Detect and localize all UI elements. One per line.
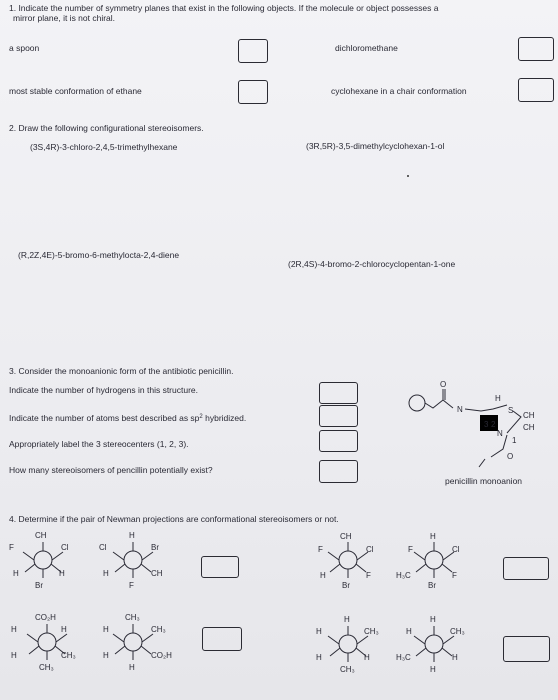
answer-box-stereocenters[interactable]	[319, 430, 358, 452]
svg-text:H₃C: H₃C	[396, 653, 411, 662]
svg-text:Cl: Cl	[61, 543, 69, 552]
svg-text:3: 3	[484, 420, 489, 429]
svg-text:H: H	[406, 627, 412, 636]
svg-text:H: H	[316, 627, 322, 636]
svg-text:H: H	[129, 663, 135, 672]
q3-line1: 3. Consider the monoanionic form of the antibiotic penicillin.	[9, 366, 234, 376]
newman-pair-1	[5, 528, 195, 592]
svg-text:Br: Br	[342, 581, 350, 590]
svg-text:CH: CH	[523, 411, 535, 420]
q2-item-1: (3S,4R)-3-chloro-2,4,5-trimethylhexane	[30, 142, 178, 152]
svg-text:H: H	[61, 625, 67, 634]
q3-line5: How many stereoisomers of pencillin potentially exist?	[9, 465, 213, 475]
svg-text:H: H	[495, 394, 501, 403]
q1-item-dichloromethane: dichloromethane	[335, 43, 398, 53]
svg-text:CH₃: CH₃	[151, 625, 166, 634]
answer-box-newman-3[interactable]	[202, 627, 242, 651]
svg-text:H: H	[129, 531, 135, 540]
q1-item-ethane: most stable conformation of ethane	[9, 86, 142, 96]
svg-text:CO₂H: CO₂H	[35, 613, 56, 622]
answer-box-newman-4[interactable]	[503, 636, 550, 662]
svg-text:H: H	[320, 571, 326, 580]
penicillin-caption: penicillin monoanion	[445, 476, 523, 486]
answer-box-spoon[interactable]	[238, 39, 268, 63]
svg-text:2: 2	[491, 420, 496, 429]
q2-prompt: 2. Draw the following configurational stereoisomers.	[9, 123, 204, 133]
svg-text:H: H	[430, 615, 436, 624]
svg-text:F: F	[318, 545, 323, 554]
svg-text:F: F	[452, 571, 457, 580]
svg-text:N: N	[457, 405, 463, 414]
svg-text:1: 1	[512, 436, 517, 445]
svg-text:H: H	[430, 532, 436, 541]
svg-text:N: N	[497, 429, 503, 438]
svg-text:CH: CH	[340, 532, 352, 541]
svg-text:Br: Br	[428, 581, 436, 590]
svg-text:H: H	[13, 569, 19, 578]
q1-prompt-line2: mirror plane, it is not chiral.	[13, 13, 116, 23]
answer-box-hydrogens[interactable]	[319, 382, 358, 404]
svg-text:F: F	[129, 581, 134, 590]
svg-text:CH₃: CH₃	[340, 665, 355, 674]
svg-text:H: H	[452, 653, 458, 662]
svg-text:H: H	[11, 625, 17, 634]
q1-item-spoon: a spoon	[9, 43, 40, 53]
svg-text:H: H	[59, 569, 65, 578]
answer-box-cyclohexane[interactable]	[518, 78, 554, 102]
q2-item-2: (3R,5R)-3,5-dimethylcyclohexan-1-ol	[306, 141, 445, 151]
svg-text:F: F	[366, 571, 371, 580]
svg-text:CH: CH	[35, 531, 47, 540]
svg-text:F: F	[408, 545, 413, 554]
newman-pair-2	[296, 530, 476, 592]
pen-mark	[407, 175, 409, 177]
svg-text:CH₃: CH₃	[125, 613, 140, 622]
svg-text:H: H	[316, 653, 322, 662]
svg-text:S: S	[508, 406, 514, 415]
newman-pair-4	[300, 612, 480, 676]
svg-text:Br: Br	[151, 543, 159, 552]
svg-text:CH₃: CH₃	[364, 627, 379, 636]
svg-text:H: H	[364, 653, 370, 662]
q2-item-4: (2R,4S)-4-bromo-2-chlorocyclopentan-1-one	[288, 259, 456, 269]
answer-box-newman-2[interactable]	[503, 557, 549, 580]
svg-text:H: H	[103, 625, 109, 634]
svg-text:Cl: Cl	[452, 545, 460, 554]
svg-text:CH₃: CH₃	[61, 651, 76, 660]
answer-box-stereoisomers[interactable]	[319, 460, 358, 483]
svg-text:F: F	[9, 543, 14, 552]
q2-item-3: (R,2Z,4E)-5-bromo-6-methylocta-2,4-diene	[18, 250, 180, 260]
q1-item-cyclohexane: cyclohexane in a chair conformation	[331, 86, 467, 96]
svg-text:CH: CH	[523, 423, 535, 432]
svg-text:O: O	[507, 452, 514, 461]
q1-prompt-line1: 1. Indicate the number of symmetry planes that exist in the following objects. If the molecule or object possesses a	[9, 3, 439, 13]
svg-text:CO₂H: CO₂H	[151, 651, 172, 660]
q3-line2: Indicate the number of hydrogens in this structure.	[9, 385, 198, 395]
svg-text:Cl: Cl	[99, 543, 107, 552]
svg-text:Cl: Cl	[366, 545, 374, 554]
svg-text:H: H	[103, 651, 109, 660]
svg-text:H: H	[11, 651, 17, 660]
answer-box-dichloromethane[interactable]	[518, 37, 554, 61]
answer-box-newman-1[interactable]	[201, 556, 239, 578]
svg-text:O: O	[440, 380, 447, 389]
answer-box-ethane[interactable]	[238, 80, 268, 104]
svg-text:H₃C: H₃C	[396, 571, 411, 580]
svg-text:CH₃: CH₃	[450, 627, 465, 636]
answer-box-sp2[interactable]	[319, 405, 358, 427]
svg-text:CH: CH	[151, 569, 163, 578]
newman-pair-3	[5, 610, 195, 674]
svg-text:H: H	[103, 569, 109, 578]
svg-text:CH₃: CH₃	[39, 663, 54, 672]
svg-text:H: H	[344, 615, 350, 624]
svg-text:H: H	[430, 665, 436, 674]
q3-line4: Appropriately label the 3 stereocenters (1, 2, 3).	[9, 439, 189, 449]
q3-line3: Indicate the number of atoms best described as $sp^2$ hybridized.	[9, 413, 247, 423]
penicillin-structure	[395, 375, 555, 475]
svg-text:Br: Br	[35, 581, 43, 590]
q4-prompt: 4. Determine if the pair of Newman projections are conformational stereoisomers or not.	[9, 514, 339, 524]
